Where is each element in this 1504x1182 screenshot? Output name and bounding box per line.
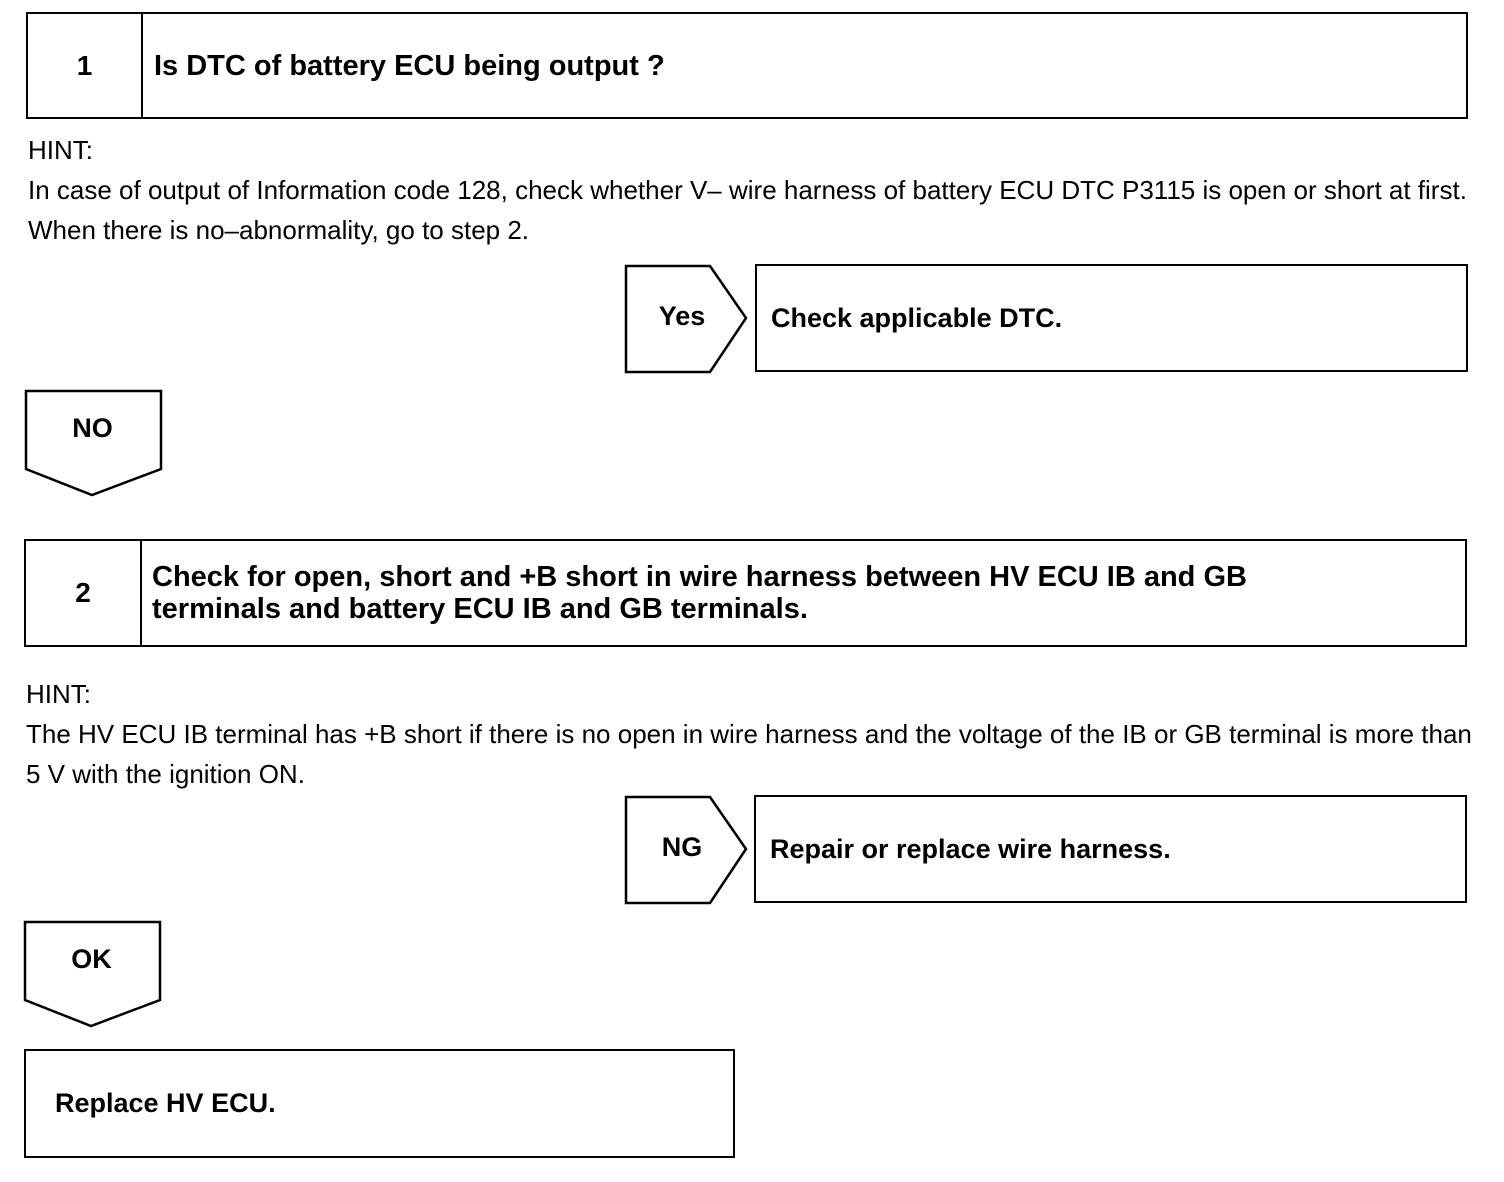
step-2-hint-label: HINT: (26, 679, 91, 709)
no-arrow-tag (24, 389, 166, 501)
yes-result-box (755, 264, 1468, 372)
step-2-box (24, 539, 1467, 647)
step-1-box (26, 12, 1468, 119)
step-1-number: 1 (28, 14, 143, 117)
ng-result-text: Repair or replace wire harness. (770, 833, 1171, 864)
step-2-title-line2: terminals and battery ECU IB and GB terminals. (152, 593, 808, 625)
yes-result-text: Check applicable DTC. (771, 302, 1063, 333)
step-1-hint-text: In case of output of Information code 128, check whether V– wire harness of battery ECU DTC P3115 is open or short at first. When there is no–abnormality, go to step 2. (28, 175, 1467, 245)
step-2-hint-text: The HV ECU IB terminal has +B short if there is no open in wire harness and the voltage of the IB or GB terminal is more than 5 V with the ignition ON. (26, 719, 1472, 789)
ok-arrow-tag (23, 920, 165, 1032)
ng-label: NG (661, 832, 703, 862)
ok-label: OK (71, 944, 112, 974)
step-2-title (152, 561, 1247, 625)
final-result-text: Replace HV ECU. (55, 1088, 276, 1118)
step-2-title-line1: Check for open, short and +B short in wire harness between HV ECU IB and GB (152, 561, 1247, 593)
step-1-hint-label: HINT: (28, 135, 93, 165)
yes-label: Yes (658, 301, 706, 331)
no-label: NO (72, 413, 113, 443)
ng-result-box (754, 795, 1467, 903)
step-2-number: 2 (26, 541, 142, 645)
final-result-box (24, 1049, 735, 1158)
step-1-title: Is DTC of battery ECU being output ? (154, 50, 665, 82)
